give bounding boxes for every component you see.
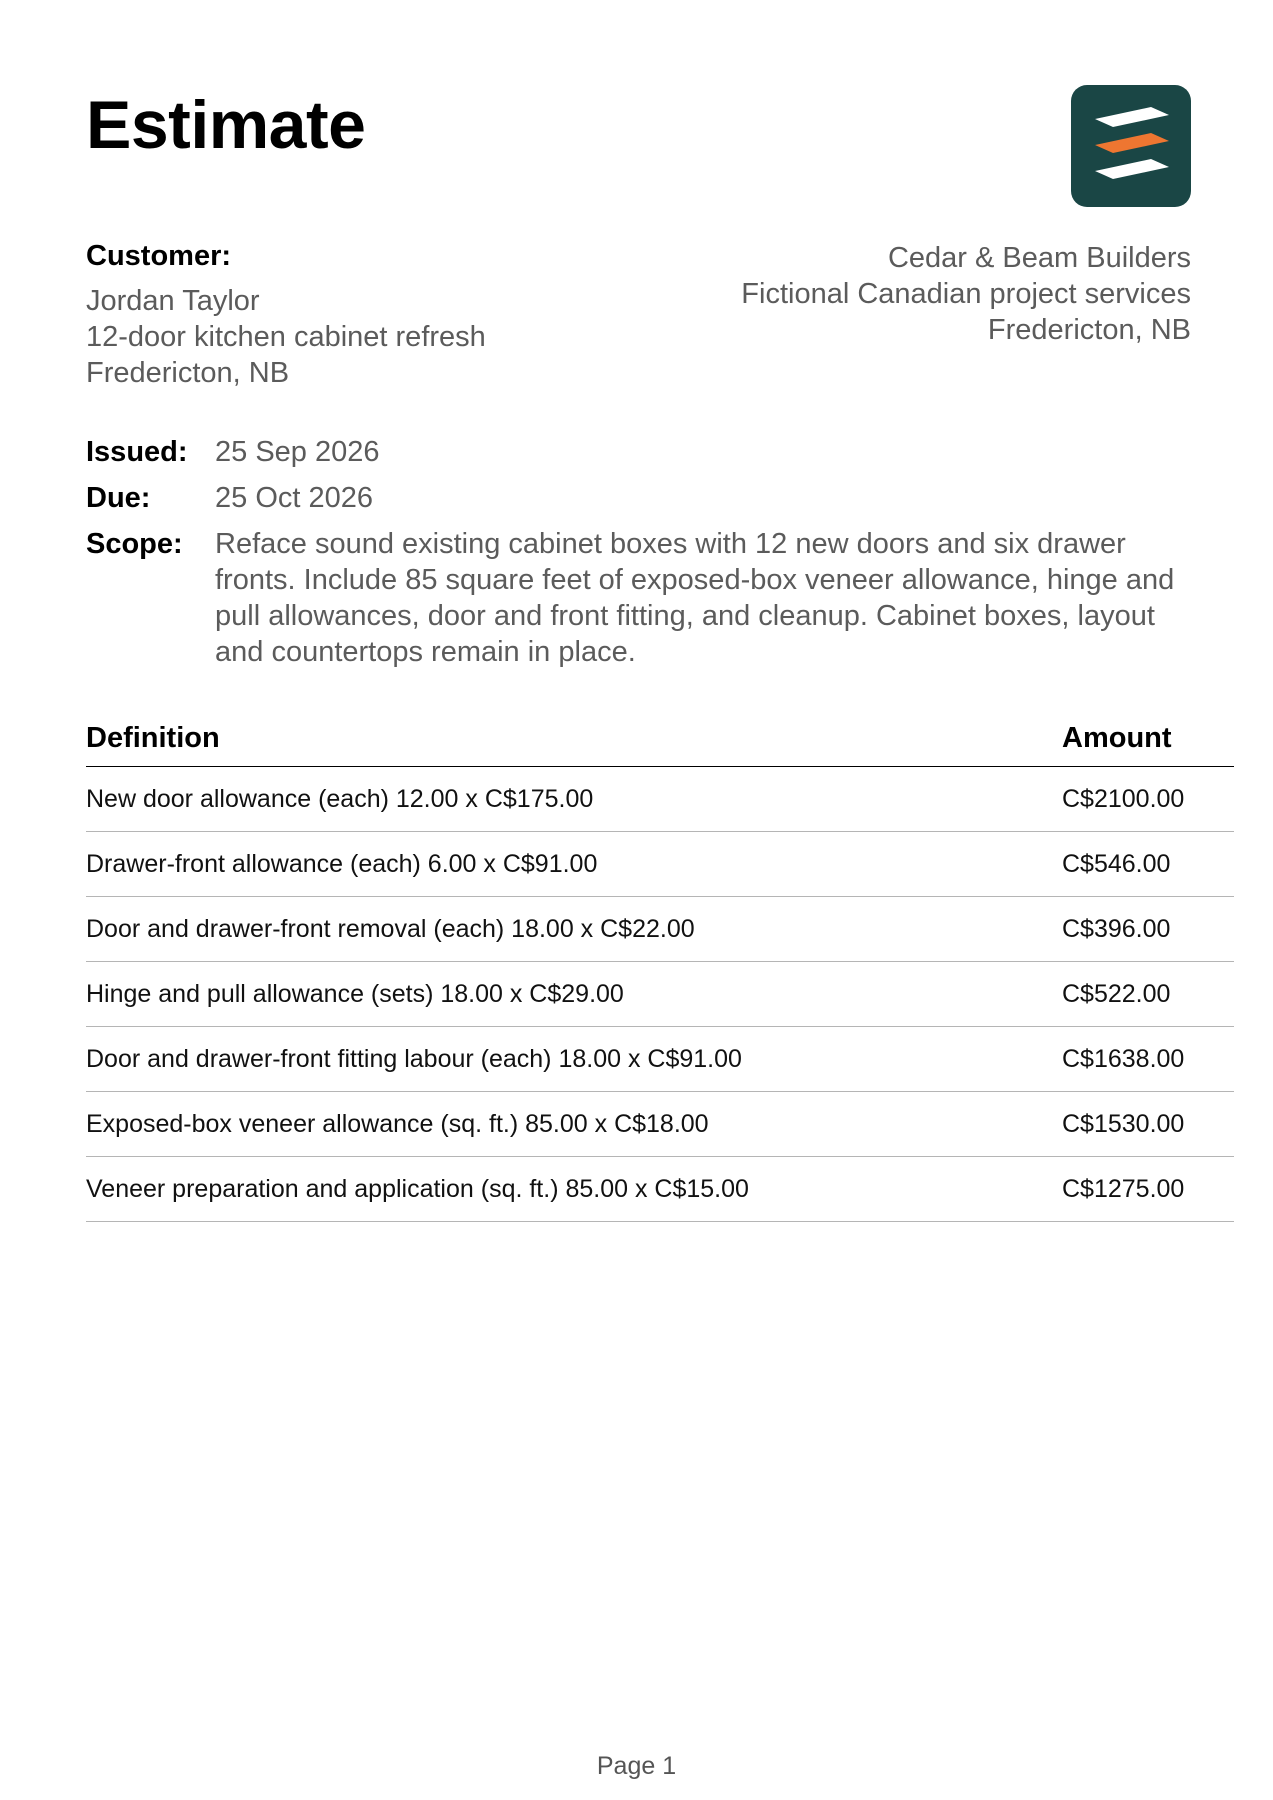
item-amount: C$522.00 — [1062, 979, 1171, 1008]
item-definition: Drawer-front allowance (each) 6.00 x C$91.00 — [86, 849, 598, 878]
table-row — [86, 1092, 1234, 1157]
customer-block — [86, 240, 486, 391]
logo-bottom-plank — [1095, 159, 1169, 179]
logo-top-plank — [1095, 107, 1169, 127]
scope-row — [86, 526, 1196, 670]
company-logo — [1071, 85, 1191, 207]
item-amount: C$2100.00 — [1062, 784, 1185, 813]
issued-date: 25 Sep 2026 — [215, 436, 380, 468]
customer-label: Customer: — [86, 240, 232, 272]
customer-name: Jordan Taylor — [86, 285, 260, 317]
table-header — [86, 722, 1234, 767]
due-row — [86, 480, 1196, 516]
logo-middle-plank — [1095, 133, 1169, 153]
company-block — [741, 240, 1191, 348]
table-row — [86, 832, 1234, 897]
item-amount: C$1275.00 — [1062, 1174, 1185, 1203]
document-title: Estimate — [86, 87, 366, 163]
company-name: Cedar & Beam Builders — [887, 242, 1191, 274]
item-amount: C$546.00 — [1062, 849, 1171, 878]
item-amount: C$1638.00 — [1062, 1044, 1185, 1073]
layered-planks-icon — [1071, 85, 1191, 207]
amount-column-header: Amount — [1062, 722, 1172, 754]
customer-project: 12-door kitchen cabinet refresh — [86, 321, 486, 353]
customer-location: Fredericton, NB — [86, 357, 290, 389]
item-amount: C$1530.00 — [1062, 1109, 1185, 1138]
due-label: Due: — [86, 482, 151, 514]
scope-text: Reface sound existing cabinet boxes with 12 new doors and six drawer fronts. Include 85 square feet of exposed-box veneer allowance, hinge and pull allowances, door and front fitting, and cleanup. Cabinet boxes, layout and countertops remain in place. — [215, 528, 1175, 668]
table-row — [86, 1157, 1234, 1222]
issued-label: Issued: — [86, 436, 188, 468]
item-definition: Door and drawer-front removal (each) 18.00 x C$22.00 — [86, 914, 695, 943]
scope-label: Scope: — [86, 528, 183, 560]
company-location: Fredericton, NB — [987, 314, 1191, 346]
page-number: Page 1 — [596, 1752, 677, 1780]
item-definition: Door and drawer-front fitting labour (each) 18.00 x C$91.00 — [86, 1044, 742, 1073]
estimate-details — [86, 434, 1196, 680]
issued-row — [86, 434, 1196, 470]
table-row — [86, 962, 1234, 1027]
item-amount: C$396.00 — [1062, 914, 1171, 943]
item-definition: Hinge and pull allowance (sets) 18.00 x C$29.00 — [86, 979, 624, 1008]
item-definition: Veneer preparation and application (sq. ft.) 85.00 x C$15.00 — [86, 1174, 749, 1203]
definition-column-header: Definition — [86, 722, 220, 754]
due-date: 25 Oct 2026 — [215, 482, 373, 514]
table-row — [86, 767, 1234, 832]
table-row — [86, 897, 1234, 962]
table-row — [86, 1027, 1234, 1092]
company-tagline: Fictional Canadian project services — [741, 278, 1191, 310]
item-definition: New door allowance (each) 12.00 x C$175.00 — [86, 784, 594, 813]
item-definition: Exposed-box veneer allowance (sq. ft.) 85.00 x C$18.00 — [86, 1109, 709, 1138]
line-items-table — [86, 722, 1234, 1222]
